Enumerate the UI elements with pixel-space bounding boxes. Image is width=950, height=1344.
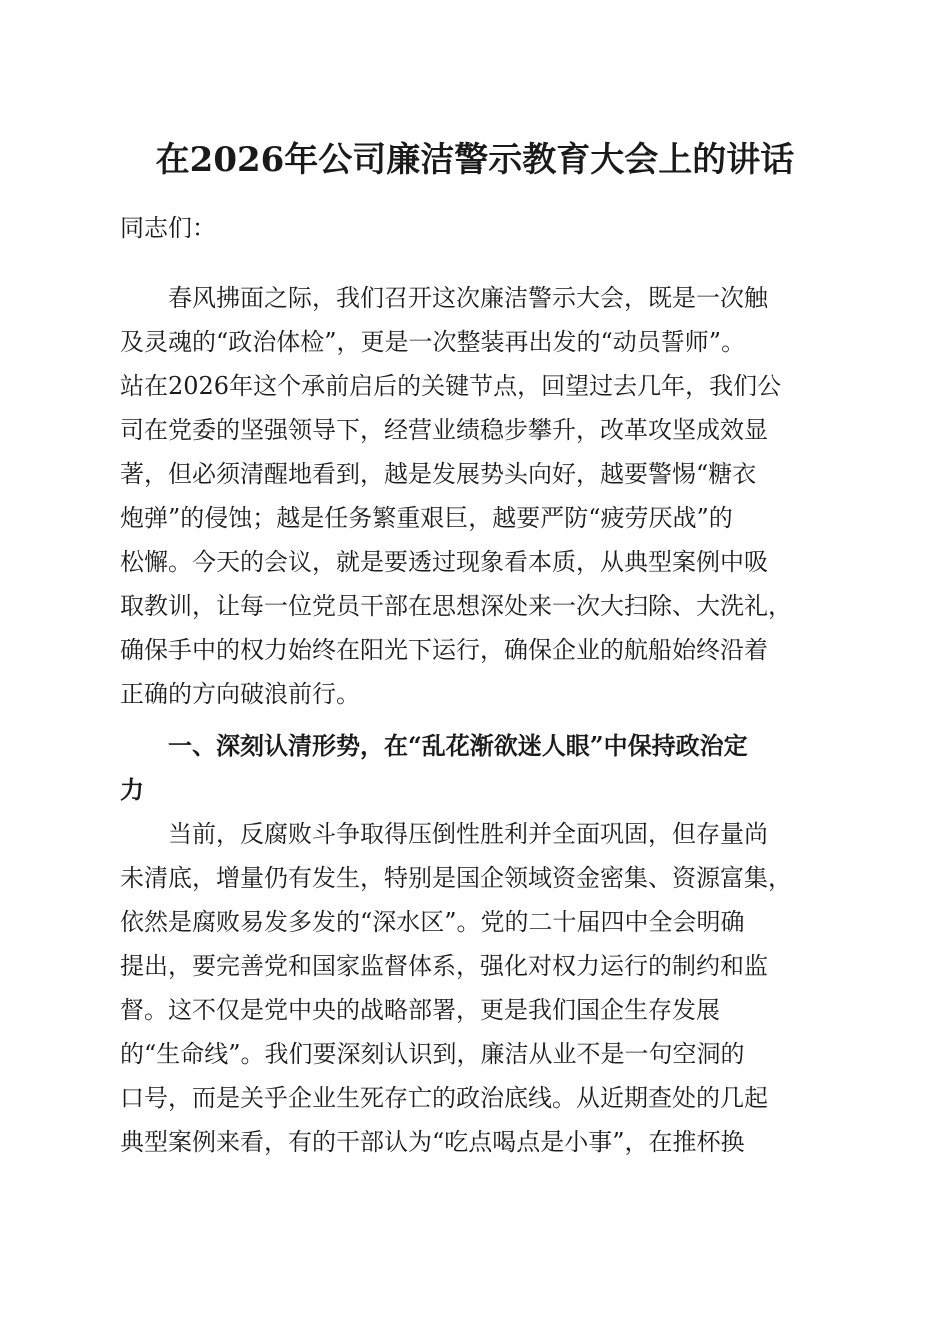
body-line: 司在党委的坚强领导下，经营业绩稳步攀升，改革攻坚成效显 (120, 416, 768, 444)
body-line: 口号，而是关乎企业生死存亡的政治底线。从近期查处的几起 (120, 1084, 768, 1112)
body-line: 正确的方向破浪前行。 (120, 680, 360, 708)
section-heading: 一、深刻认清形势，在“乱花渐欲迷人眼”中保持政治定 (120, 731, 748, 760)
body-line: 及灵魂的“政治体检”，更是一次整装再出发的“动员誓师”。 (120, 328, 746, 356)
body-line: 取教训，让每一位党员干部在思想深处来一次大扫除、大洗礼， (120, 592, 792, 620)
body-line: 未清底，增量仍有发生，特别是国企领域资金密集、资源富集， (120, 864, 792, 892)
body-line: 松懈。今天的会议，就是要透过现象看本质，从典型案例中吸 (120, 548, 768, 576)
body-line: 确保手中的权力始终在阳光下运行，确保企业的航船始终沿着 (120, 636, 768, 664)
body-line: 典型案例来看，有的干部认为“吃点喝点是小事”，在推杯换 (120, 1128, 745, 1156)
body-line: 著，但必须清醒地看到，越是发展势头向好，越要警惕“糖衣 (120, 460, 757, 488)
body-line: 的“生命线”。我们要深刻认识到，廉洁从业不是一句空洞的 (120, 1040, 745, 1068)
body-line: 当前，反腐败斗争取得压倒性胜利并全面巩固，但存量尚 (120, 820, 768, 848)
document-title: 在2026年公司廉洁警示教育大会上的讲话 (155, 140, 795, 180)
body-line: 站在2026年这个承前启后的关键节点，回望过去几年，我们公 (120, 372, 782, 400)
body-line: 炮弹”的侵蚀；越是任务繁重艰巨，越要严防“疲劳厌战”的 (120, 504, 733, 532)
section-heading: 力 (120, 775, 144, 804)
body-line: 春风拂面之际，我们召开这次廉洁警示大会，既是一次触 (120, 284, 768, 312)
salutation: 同志们： (120, 214, 216, 242)
body-line: 督。这不仅是党中央的战略部署，更是我们国企生存发展 (120, 996, 720, 1024)
body-line: 提出，要完善党和国家监督体系，强化对权力运行的制约和监 (120, 952, 768, 980)
body-line: 依然是腐败易发多发的“深水区”。党的二十届四中全会明确 (120, 908, 745, 936)
